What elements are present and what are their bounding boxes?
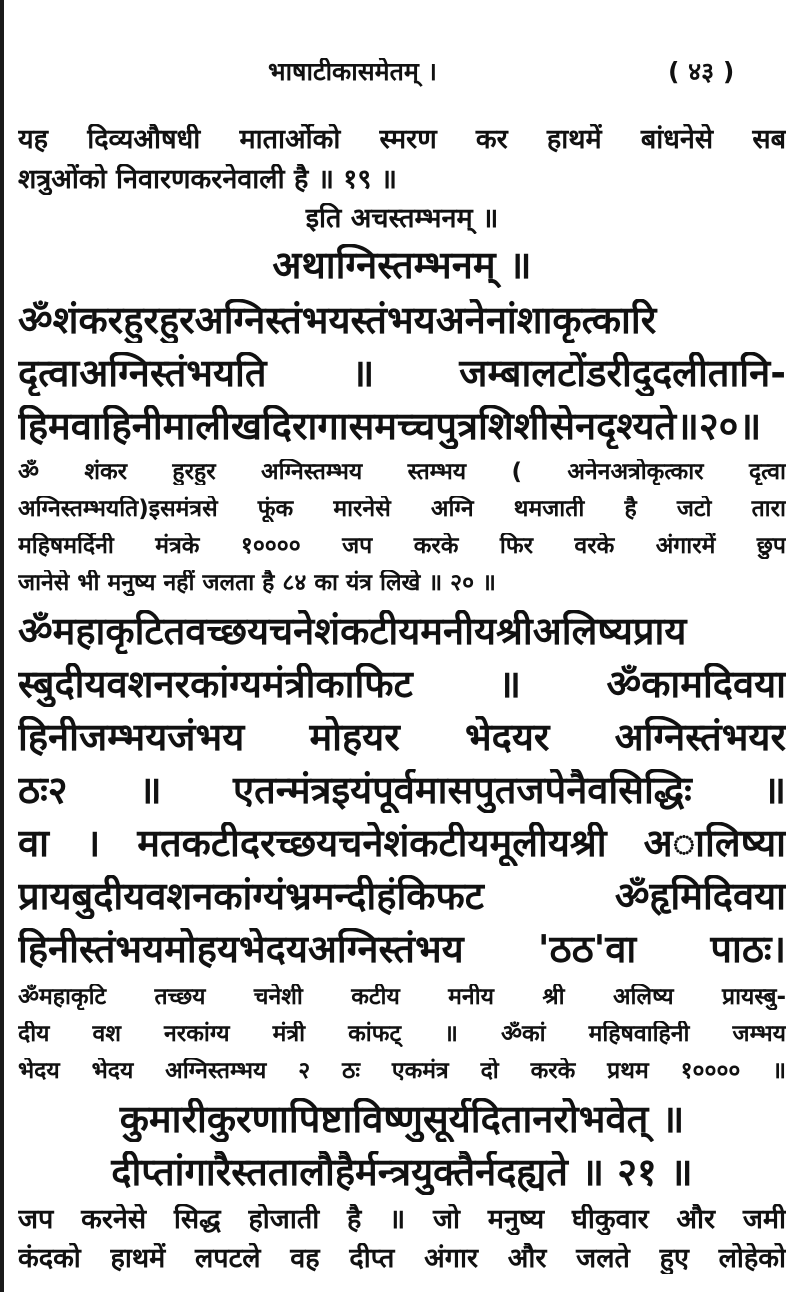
commentary-line-7: भेदय भेदय अग्निस्तम्भय २ ठः एकमंत्र दो करके प्रथम १०००० ॥ [18, 1058, 786, 1084]
commentary-line-3: महिषमर्दिनी मंत्रके १०००० जप करके फिर वरके अंगारमें छुप [18, 533, 786, 559]
mantra-line-4: ॐमहाकृटितवच्छयचनेशंकटीयमनीयश्रीअलिष्यप्राय [18, 610, 687, 653]
running-header [18, 58, 786, 92]
section-end-line: इति अचस्तम्भनम् ॥ [305, 203, 499, 234]
commentary-line-5: ॐमहाकृटि तच्छय चनेशी कटीय मनीय श्री अलिष्य प्रायस्बु- [18, 984, 786, 1010]
mantra-line-5: स्बुदीयवशनरकांग्यमंत्रीकाफिट ॥ ॐकामदिवया [18, 663, 786, 706]
translation-line-1: जप करनेसे सिद्ध होजाती है ॥ जो मनुष्य घीकुवार और जमी [18, 1204, 786, 1235]
mantra-line-2: दृत्वाअग्निस्तंभयति ॥ जम्बालटोंडरीदुदलीतानि- [18, 352, 786, 395]
verse-line-1: कुमारीकुरणापिष्टाविष्णुसूर्यदितानरोभवेत् ॥ [119, 1098, 685, 1141]
mantra-line-1: ॐशंकरहुरहुरअग्निस्तंभयस्तंभयअनेनांशाकृत्कारि [18, 299, 657, 342]
header-title: भाषाटीकासमेतम् । [268, 58, 437, 86]
text-line-2: शत्रुओंको निवारणकरनेवाली है ॥ १९ ॥ [18, 164, 397, 195]
mantra-line-9: प्रायबुदीयवशनकांग्यंभ्रमन्दीहंकिफट ॐहृमिदिवया [18, 875, 786, 918]
translation-line-2: कंदको हाथमें लपटले वह दीप्त अंगार और जलते हुए लोहेको [18, 1243, 786, 1274]
text-line-1: यह दिव्यऔषधी मातार्ओको स्मरण कर हाथमें बांधनेसे सब [18, 124, 786, 155]
mantra-line-10: हिनीस्तंभयमोहयभेदयअग्निस्तंभय 'ठठ'वा पाठः। [18, 928, 786, 971]
verse-line-2: दीप्तांगारैस्ततालौहैर्मन्त्रयुक्तैर्नदह्यते ॥ २१ ॥ [111, 1151, 693, 1194]
mantra-line-6: हिनीजम्भयजंभय मोहयर भेदयर अग्निस्तंभयर [18, 716, 786, 759]
page-left-edge [0, 0, 4, 1292]
commentary-line-1: ॐ शंकर हुरहुर अग्निस्तम्भय स्तम्भय ( अनेनअत्रोकृत्कार दृत्वा [18, 459, 786, 485]
commentary-line-6: दीय वश नरकांग्य मंत्री कांफट् ॥ ॐकां महिषवाहिनी जम्भय [18, 1021, 786, 1047]
commentary-line-4: जानेसे भी मनुष्य नहीं जलता है ८४ का यंत्र लिखे ॥ २० ॥ [18, 570, 496, 596]
commentary-line-2: अग्निस्तम्भयति)इसमंत्रसे फूंक मारनेसे अग्नि थमजाती है जटो तारा [18, 496, 786, 522]
page-number: ( ४३ ) [668, 58, 735, 86]
mantra-line-3: हिमवाहिनीमालीखदिरागासमच्चपुत्रशिशीसेनदृश्यते॥२०॥ [18, 405, 762, 448]
mantra-line-8: वा । मतकटीदरच्छयचनेशंकटीयमूलीयश्री अालिष्या [18, 822, 786, 865]
section-heading: अथाग्निस्तम्भनम् ॥ [272, 244, 532, 287]
mantra-line-7: ठः२ ॥ एतन्मंत्रइयंपूर्वमासपुतजपेनैवसिद्धिः ॥ [18, 769, 786, 812]
